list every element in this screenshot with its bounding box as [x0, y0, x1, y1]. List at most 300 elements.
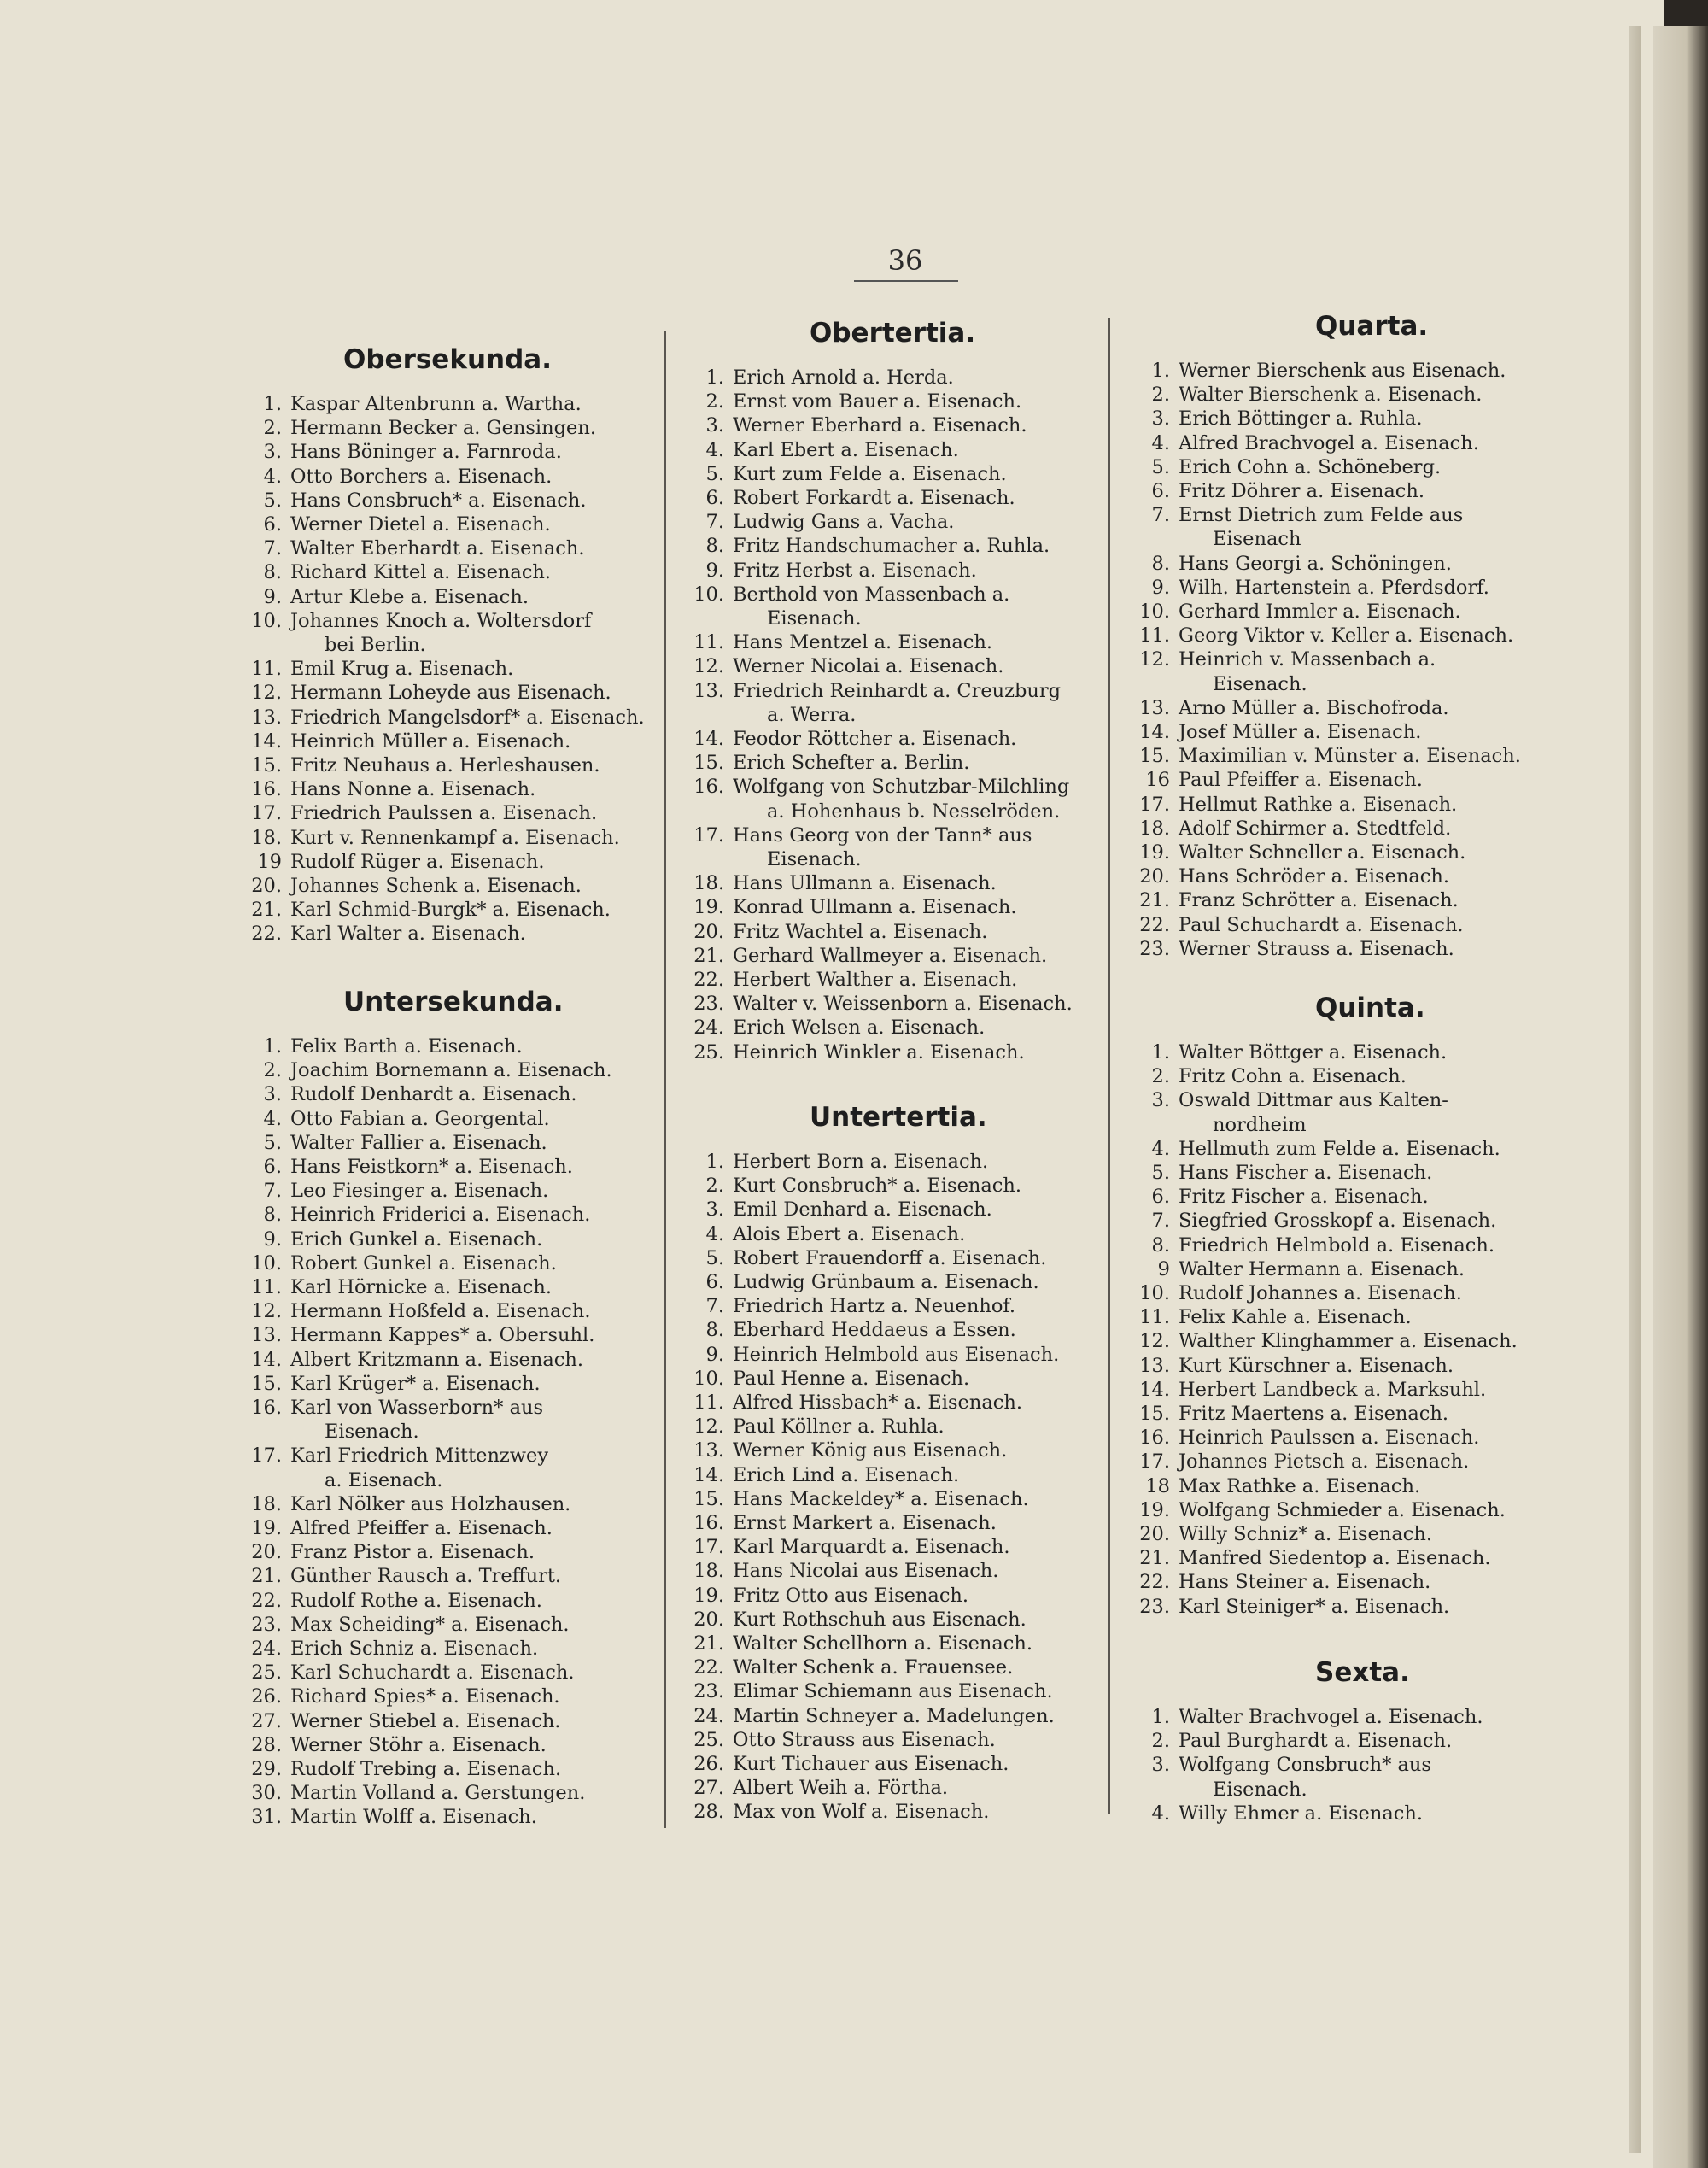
list-item	[1136, 600, 1461, 624]
entry-number: 9.	[705, 1343, 724, 1366]
entry-name: Hans Ullmann a. Eisenach.	[733, 872, 997, 895]
entry-name: Werner Stöhr a. Eisenach.	[290, 1733, 547, 1756]
entry-name: Robert Gunkel a. Eisenach.	[290, 1251, 557, 1274]
list-item	[690, 462, 1007, 486]
entry-number: 21.	[693, 944, 724, 967]
entry-continuation: bei Berlin.	[325, 634, 426, 656]
entry-name: Willy Schniz* a. Eisenach.	[1179, 1523, 1432, 1545]
entry-number: 21.	[251, 1565, 282, 1588]
entry-name: Kurt Consbruch* a. Eisenach.	[733, 1175, 1022, 1198]
entry-number: 1.	[263, 393, 282, 415]
entry-name: Hermann Kappes* a. Obersuhl.	[290, 1324, 595, 1347]
list-item	[690, 1150, 988, 1174]
entry-name: Walter Fallier a. Eisenach.	[290, 1131, 547, 1154]
entry-number: 15.	[251, 1372, 282, 1395]
list-item	[690, 944, 1047, 968]
entry-number: 29.	[251, 1758, 282, 1780]
entry-name: Walter Böttger a. Eisenach.	[1179, 1041, 1448, 1063]
entry-name: Wolfgang von Schutzbar-Milchling	[733, 776, 1070, 799]
entry-number: 15.	[693, 1487, 724, 1510]
list-item	[248, 922, 526, 946]
list-item	[1136, 1354, 1454, 1378]
entry-name: Karl von Wasserborn* aus	[290, 1397, 544, 1419]
entry-number: 7.	[263, 1180, 282, 1203]
entry-name: Hans Nonne a. Eisenach.	[290, 778, 536, 801]
entry-number: 18.	[1139, 817, 1170, 840]
entry-number: 10.	[251, 609, 282, 632]
entry-name: Robert Forkardt a. Eisenach.	[733, 487, 1015, 509]
list-item	[690, 1632, 1032, 1655]
entry-name: Friedrich Hartz a. Neuenhof.	[733, 1295, 1016, 1318]
entry-number: 22.	[693, 1656, 724, 1679]
entry-number: 21.	[1139, 889, 1170, 912]
entry-name: Albert Weih a. Förtha.	[733, 1777, 949, 1800]
entry-name: Hermann Hoßfeld a. Eisenach.	[290, 1300, 591, 1323]
list-item	[1136, 720, 1421, 744]
list-item	[248, 1034, 523, 1058]
entry-number: 19	[257, 850, 282, 873]
entry-name: Hermann Loheyde aus Eisenach.	[290, 682, 611, 705]
list-item	[1136, 1570, 1430, 1594]
entry-number: 20.	[1139, 1523, 1170, 1545]
list-item	[1136, 552, 1452, 576]
entry-name: Erich Cohn a. Schöneberg.	[1179, 455, 1442, 478]
entry-number: 3.	[705, 1198, 724, 1222]
entry-name: Hans Fischer a. Eisenach.	[1179, 1162, 1433, 1184]
list-item	[1136, 1064, 1407, 1088]
list-item	[1136, 647, 1436, 671]
entry-name: Ernst Markert a. Eisenach.	[733, 1512, 997, 1534]
entry-name: Walter Brachvogel a. Eisenach.	[1179, 1706, 1483, 1728]
list-item	[248, 1228, 542, 1251]
entry-name: Felix Kahle a. Eisenach.	[1179, 1306, 1412, 1329]
entry-number: 5.	[263, 489, 282, 512]
entry-number: 25.	[693, 1040, 724, 1063]
entry-name: Joachim Bornemann a. Eisenach.	[290, 1059, 612, 1082]
entry-name: Kurt v. Rennenkampf a. Eisenach.	[290, 826, 620, 849]
list-item	[690, 823, 1032, 847]
entry-number: 19.	[693, 1584, 724, 1607]
entry-name: Willy Ehmer a. Eisenach.	[1179, 1802, 1424, 1825]
list-item	[690, 486, 1015, 510]
entry-name: Leo Fiesinger a. Eisenach.	[290, 1180, 549, 1203]
entry-name: Friedrich Paulssen a. Eisenach.	[290, 802, 598, 825]
entry-number: 4.	[1151, 1137, 1170, 1160]
entry-number: 16	[1145, 769, 1170, 792]
list-item	[690, 1511, 997, 1535]
entry-name: Karl Schmid-Burgk* a. Eisenach.	[290, 899, 611, 922]
entry-name: Erich Böttinger a. Ruhla.	[1179, 407, 1423, 431]
list-item	[1136, 455, 1441, 479]
list-item	[690, 390, 1021, 413]
list-item	[1136, 1281, 1462, 1305]
entry-number: 15.	[251, 754, 282, 776]
section-title-quinta: Quinta.	[1315, 993, 1425, 1023]
list-item	[690, 751, 969, 775]
entry-number: 18.	[693, 872, 724, 895]
entry-number: 12.	[1139, 648, 1170, 671]
entry-number: 5.	[705, 1246, 724, 1269]
entry-name: Alfred Pfeiffer a. Eisenach.	[290, 1517, 553, 1539]
entry-number: 9.	[705, 559, 724, 582]
entry-number: 24.	[251, 1638, 282, 1660]
entry-continuation: a. Eisenach.	[325, 1468, 443, 1491]
entry-name: Heinrich Paulssen a. Eisenach.	[1179, 1427, 1480, 1450]
entry-number: 22.	[1139, 913, 1170, 936]
entry-name: Hans Böninger a. Farnroda.	[290, 441, 562, 464]
entry-name: Adolf Schirmer a. Stedtfeld.	[1179, 817, 1452, 840]
entry-number: 31.	[251, 1806, 282, 1829]
list-item	[1136, 1233, 1494, 1257]
list-item	[248, 801, 597, 825]
list-item	[248, 681, 611, 705]
entry-number: 1.	[705, 1151, 724, 1173]
entry-name: Karl Ebert a. Eisenach.	[733, 438, 959, 461]
entry-name: Rudolf Rothe a. Eisenach.	[290, 1589, 542, 1612]
entry-name: Kurt Kürschner a. Eisenach.	[1179, 1354, 1454, 1377]
list-item	[1136, 431, 1479, 455]
entry-number: 2.	[705, 1175, 724, 1198]
entry-name: Paul Köllner a. Ruhla.	[733, 1415, 945, 1438]
entry-name: Hans Steiner a. Eisenach.	[1179, 1571, 1431, 1594]
entry-name: Heinrich Winkler a. Eisenach.	[733, 1040, 1025, 1063]
list-item	[248, 730, 570, 753]
entry-name: Hans Georg von der Tann* aus	[733, 823, 1032, 847]
list-item	[1136, 1040, 1447, 1064]
list-item	[690, 534, 1050, 558]
list-item	[248, 1492, 570, 1516]
entry-name: Alfred Hissbach* a. Eisenach.	[733, 1392, 1022, 1414]
entry-name: Karl Marquardt a. Eisenach.	[733, 1536, 1010, 1559]
list-item	[248, 898, 611, 922]
list-item	[690, 366, 954, 390]
entry-number: 20.	[693, 920, 724, 943]
entry-name: Karl Nölker aus Holzhausen.	[290, 1492, 571, 1515]
entry-name: Werner Bierschenk aus Eisenach.	[1179, 360, 1506, 382]
entry-number: 3.	[263, 1083, 282, 1106]
section-title-quarta: Quarta.	[1315, 311, 1429, 342]
entry-name: Franz Schrötter a. Eisenach.	[1179, 889, 1459, 912]
section-title-untertertia: Untertertia.	[810, 1102, 987, 1133]
list-item	[248, 1203, 590, 1227]
entry-number: 17.	[251, 1444, 282, 1468]
list-item	[1136, 624, 1513, 647]
list-item	[248, 585, 529, 609]
list-item	[248, 1058, 612, 1082]
list-item	[690, 1800, 989, 1824]
entry-name: Johannes Knoch a. Woltersdorf	[290, 609, 592, 632]
entry-name: Heinrich Müller a. Eisenach.	[290, 730, 571, 753]
entry-name: Fritz Neuhaus a. Herleshausen.	[290, 754, 600, 776]
entry-number: 11.	[1139, 624, 1170, 647]
entry-name: Berthold von Massenbach a.	[733, 583, 1010, 606]
page-edge	[1629, 26, 1641, 2153]
entry-number: 14.	[693, 1463, 724, 1486]
entry-number: 10.	[1139, 1282, 1170, 1304]
list-item	[248, 657, 513, 681]
entry-number: 12.	[693, 1415, 724, 1438]
entry-name: Paul Schuchardt a. Eisenach.	[1179, 913, 1464, 936]
entry-number: 10.	[693, 1367, 724, 1390]
entry-number: 13.	[1139, 1354, 1170, 1377]
entry-number: 12.	[693, 655, 724, 678]
list-item	[1136, 1402, 1448, 1426]
list-item	[248, 874, 582, 898]
list-item	[690, 413, 1027, 437]
entry-continuation: Eisenach.	[767, 848, 862, 870]
entry-name: Hans Mackeldey* a. Eisenach.	[733, 1487, 1029, 1510]
entry-name: Wolfgang Consbruch* aus	[1179, 1754, 1431, 1777]
list-item	[690, 654, 1003, 678]
list-item	[1136, 793, 1457, 817]
entry-number: 13.	[251, 706, 282, 729]
entry-number: 16.	[251, 778, 282, 801]
entry-continuation: Eisenach.	[1213, 672, 1307, 695]
entry-name: Elimar Schiemann aus Eisenach.	[733, 1680, 1053, 1703]
entry-continuation: nordheim	[1213, 1113, 1307, 1136]
entry-number: 22.	[251, 923, 282, 946]
entry-name: Heinrich Friderici a. Eisenach.	[290, 1204, 591, 1227]
entry-number: 7.	[1151, 504, 1170, 527]
section-title-untersekunda: Untersekunda.	[343, 987, 564, 1017]
list-item	[690, 968, 1017, 992]
entry-name: Max Scheiding* a. Eisenach.	[290, 1613, 570, 1636]
list-item	[248, 706, 645, 730]
list-item	[1136, 479, 1424, 503]
entry-number: 13.	[693, 1439, 724, 1462]
list-item	[248, 416, 596, 440]
entry-name: Erich Schniz a. Eisenach.	[290, 1638, 539, 1660]
entry-number: 12.	[251, 1300, 282, 1323]
entry-number: 8.	[705, 1319, 724, 1342]
list-item	[248, 1733, 547, 1757]
entry-number: 9.	[263, 1228, 282, 1251]
entry-name: Erich Gunkel a. Eisenach.	[290, 1228, 543, 1251]
entry-number: 6.	[705, 1271, 724, 1293]
entry-number: 23.	[693, 1680, 724, 1703]
entry-number: 6.	[1151, 480, 1170, 502]
list-item	[1136, 1257, 1465, 1281]
list-item	[248, 1372, 541, 1396]
entry-number: 3.	[705, 414, 724, 437]
list-item	[1136, 503, 1463, 527]
list-item	[690, 1438, 1007, 1462]
list-item	[1136, 359, 1506, 383]
entry-number: 14.	[1139, 721, 1170, 743]
list-item	[690, 775, 1069, 799]
column-right	[1136, 0, 1563, 2168]
list-item	[248, 753, 600, 777]
list-item	[1136, 888, 1459, 912]
list-item	[248, 1107, 550, 1131]
entry-number: 19.	[693, 896, 724, 919]
section-title-obersekunda: Obersekunda.	[343, 344, 552, 375]
entry-continuation: Eisenach.	[325, 1421, 419, 1444]
list-item	[690, 1198, 992, 1222]
entry-number: 30.	[251, 1782, 282, 1805]
entry-number: 23.	[251, 1613, 282, 1636]
entry-number: 14.	[251, 730, 282, 753]
list-item	[248, 1589, 542, 1613]
list-item	[248, 1155, 573, 1179]
list-item	[1136, 1474, 1420, 1498]
list-item	[248, 609, 591, 633]
entry-number: 1.	[1151, 360, 1170, 382]
entry-number: 7.	[705, 511, 724, 534]
entry-number: 18.	[251, 826, 282, 849]
list-item	[690, 510, 954, 534]
entry-name: Otto Strauss aus Eisenach.	[733, 1728, 996, 1751]
entry-number: 11.	[251, 1276, 282, 1298]
entry-number: 23.	[693, 993, 724, 1016]
entry-number: 14.	[251, 1348, 282, 1371]
entry-name: Richard Kittel a. Eisenach.	[290, 561, 552, 584]
list-item	[1136, 744, 1521, 768]
entry-name: Oswald Dittmar aus Kalten-	[1179, 1089, 1448, 1112]
list-item	[690, 1655, 1013, 1679]
entry-name: Werner Eberhard a. Eisenach.	[733, 414, 1027, 437]
page-number: 36	[887, 244, 923, 277]
entry-number: 9.	[263, 585, 282, 608]
list-item	[1136, 696, 1449, 720]
entry-name: Rudolf Denhardt a. Eisenach.	[290, 1083, 577, 1106]
entry-name: Rudolf Trebing a. Eisenach.	[290, 1758, 562, 1780]
entry-number: 10.	[1139, 601, 1170, 623]
entry-number: 6.	[263, 513, 282, 536]
entry-name: Ludwig Grünbaum a. Eisenach.	[733, 1271, 1039, 1293]
entry-name: Karl Steiniger* a. Eisenach.	[1179, 1595, 1450, 1618]
entry-continuation: Eisenach.	[767, 607, 862, 630]
entry-number: 11.	[693, 631, 724, 654]
entry-number: 15.	[1139, 745, 1170, 768]
entry-name: Heinrich Helmbold aus Eisenach.	[733, 1343, 1060, 1366]
entry-number: 13.	[693, 679, 724, 702]
list-item	[690, 438, 959, 462]
entry-name: Hans Consbruch* a. Eisenach.	[290, 489, 587, 512]
entry-name: Fritz Fischer a. Eisenach.	[1179, 1186, 1429, 1209]
list-item	[690, 1246, 1046, 1270]
entry-continuation: a. Hohenhaus b. Nesselröden.	[767, 800, 1061, 823]
entry-number: 1.	[705, 366, 724, 389]
entry-name: Werner Stiebel a. Eisenach.	[290, 1709, 561, 1732]
entry-name: Hans Nicolai aus Eisenach.	[733, 1560, 999, 1583]
entry-number: 20.	[251, 1541, 282, 1564]
list-item	[690, 1679, 1053, 1703]
entry-number: 2.	[263, 417, 282, 440]
entry-number: 10.	[693, 583, 724, 606]
list-item	[690, 871, 997, 895]
list-item	[1136, 383, 1482, 407]
list-item	[690, 1270, 1039, 1294]
entry-number: 16.	[1139, 1427, 1170, 1450]
entry-name: Richard Spies* a. Eisenach.	[290, 1685, 560, 1708]
list-item	[690, 1391, 1022, 1415]
entry-number: 5.	[263, 1131, 282, 1154]
entry-number: 18	[1145, 1474, 1170, 1497]
list-item	[248, 392, 582, 416]
entry-number: 4.	[705, 438, 724, 461]
entry-number: 4.	[1151, 431, 1170, 454]
entry-number: 20.	[693, 1608, 724, 1631]
entry-number: 4.	[263, 465, 282, 488]
entry-number: 17.	[1139, 793, 1170, 816]
entry-name: Paul Pfeiffer a. Eisenach.	[1179, 769, 1423, 792]
entry-number: 13.	[251, 1324, 282, 1347]
entry-name: Robert Frauendorff a. Eisenach.	[733, 1246, 1047, 1269]
entry-number: 6.	[705, 487, 724, 509]
list-item	[248, 1323, 594, 1347]
entry-name: Fritz Maertens a. Eisenach.	[1179, 1403, 1449, 1425]
entry-name: Max Rathke a. Eisenach.	[1179, 1474, 1421, 1497]
entry-name: Arno Müller a. Bischofroda.	[1179, 696, 1449, 719]
entry-number: 13.	[1139, 696, 1170, 719]
list-item	[1136, 1426, 1479, 1450]
list-item	[1136, 576, 1489, 600]
entry-name: Ludwig Gans a. Vacha.	[733, 511, 955, 534]
list-item	[248, 1444, 548, 1468]
list-item	[1136, 1595, 1449, 1619]
entry-number: 3.	[1151, 407, 1170, 431]
entry-name: Hans Feistkorn* a. Eisenach.	[290, 1156, 573, 1178]
entry-number: 9.	[1151, 576, 1170, 599]
entry-name: Felix Barth a. Eisenach.	[290, 1035, 523, 1058]
list-item	[1136, 1546, 1491, 1570]
entry-name: Fritz Herbst a. Eisenach.	[733, 559, 977, 582]
entry-number: 2.	[263, 1059, 282, 1082]
list-item	[248, 1637, 538, 1661]
entry-number: 14.	[1139, 1378, 1170, 1401]
list-item	[248, 1396, 543, 1420]
entry-name: Franz Pistor a. Eisenach.	[290, 1541, 535, 1564]
entry-number: 23.	[1139, 937, 1170, 960]
list-item	[248, 1082, 577, 1106]
entry-name: Walter Eberhardt a. Eisenach.	[290, 537, 585, 560]
list-item	[1136, 1209, 1496, 1233]
entry-name: Manfred Siedentop a. Eisenach.	[1179, 1547, 1491, 1570]
entry-number: 12.	[251, 682, 282, 705]
column-left	[248, 0, 658, 2168]
entry-number: 17.	[1139, 1450, 1170, 1474]
entry-name: Artur Klebe a. Eisenach.	[290, 585, 529, 608]
list-item	[690, 1535, 1010, 1559]
entry-number: 24.	[693, 1017, 724, 1040]
list-item	[248, 1348, 583, 1372]
section-title-sexta: Sexta.	[1315, 1657, 1410, 1688]
entry-number: 26.	[251, 1685, 282, 1708]
list-item	[690, 1343, 1059, 1367]
entry-number: 7.	[1151, 1210, 1170, 1233]
list-item	[248, 513, 551, 536]
list-item	[1136, 1753, 1431, 1777]
list-item	[1136, 841, 1465, 864]
list-item	[690, 1584, 968, 1608]
entry-number: 4.	[705, 1222, 724, 1245]
list-item	[690, 1222, 965, 1246]
entry-name: Herbert Landbeck a. Marksuhl.	[1179, 1378, 1487, 1401]
entry-number: 2.	[1151, 384, 1170, 407]
list-item	[248, 489, 587, 513]
list-item	[1136, 768, 1423, 792]
entry-name: Walther Klinghammer a. Eisenach.	[1179, 1330, 1518, 1353]
entry-name: Kurt Tichauer aus Eisenach.	[733, 1753, 1009, 1775]
list-item	[248, 1781, 585, 1805]
entry-name: Hellmuth zum Felde a. Eisenach.	[1179, 1137, 1500, 1160]
entry-number: 3.	[1151, 1754, 1170, 1777]
list-item	[1136, 1088, 1448, 1112]
entry-number: 14.	[693, 728, 724, 750]
list-item	[690, 679, 1061, 703]
list-item	[690, 1318, 1016, 1342]
